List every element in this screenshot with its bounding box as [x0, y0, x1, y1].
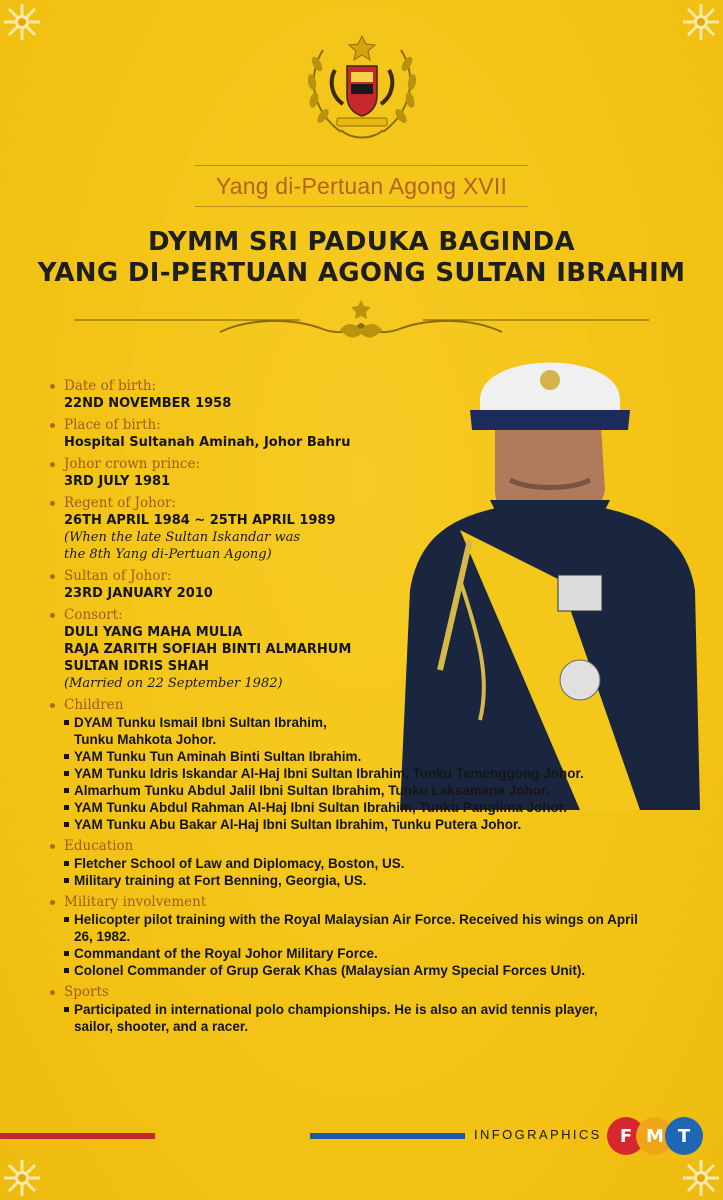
section-military [50, 894, 640, 979]
regent-label: Regent of Johor: [64, 495, 176, 511]
military-label: Military involvement [64, 894, 207, 910]
pob-value: Hospital Sultanah Aminah, Johor Bahru [64, 435, 351, 450]
child-item: YAM Tunku Tun Aminah Binti Sultan Ibrahim. [64, 748, 640, 765]
infographics-label: INFOGRAPHICS [474, 1127, 602, 1142]
corner-flower-icon [681, 2, 721, 42]
main-title-line1: DYMM SRI PADUKA BAGINDA [148, 227, 575, 257]
section-bullet [50, 990, 55, 995]
education-item: Military training at Fort Benning, Georgia, US. [64, 872, 640, 889]
section-bullet [50, 501, 55, 506]
section-bullet [50, 613, 55, 618]
sports-item: Participated in international polo championships. He is also an avid tennis player, sailor, shooter, and a racer. [64, 1001, 640, 1035]
consort-line2: RAJA ZARITH SOFIAH BINTI ALMARHUM [64, 642, 352, 657]
sultan-value: 23RD JANUARY 2010 [64, 586, 213, 601]
section-consort [50, 607, 640, 692]
consort-label: Consort: [64, 607, 123, 623]
section-bullet [50, 462, 55, 467]
corner-flower-icon [681, 1158, 721, 1198]
subtitle-frame [195, 165, 528, 207]
education-item: Fletcher School of Law and Diplomacy, Boston, US. [64, 855, 640, 872]
regent-note-line1: (When the late Sultan Iskandar was [64, 530, 301, 545]
logo-letter-t: T [665, 1117, 703, 1155]
section-bullet [50, 844, 55, 849]
children-label: Children [64, 697, 124, 713]
subtitle: Yang di-Pertuan Agong XVII [215, 172, 508, 199]
section-bullet [50, 574, 55, 579]
consort-note: (Married on 22 September 1982) [64, 676, 283, 691]
info-column [50, 378, 640, 1040]
footer-bar-blue [310, 1133, 465, 1139]
fmt-logo [607, 1117, 703, 1155]
crown-prince-value: 3RD JULY 1981 [64, 474, 171, 489]
section-regent [50, 495, 640, 563]
corner-flower-icon [2, 2, 42, 42]
ornament-divider-icon [60, 298, 663, 346]
military-item: Commandant of the Royal Johor Military Force. [64, 945, 640, 962]
sultan-label: Sultan of Johor: [64, 568, 172, 584]
military-item: Colonel Commander of Grup Gerak Khas (Malaysian Army Special Forces Unit). [64, 962, 640, 979]
section-pob [50, 417, 640, 451]
consort-line1: DULI YANG MAHA MULIA [64, 625, 243, 640]
consort-line3: SULTAN IDRIS SHAH [64, 659, 209, 674]
section-crown-prince [50, 456, 640, 490]
sports-label: Sports [64, 984, 109, 1000]
regent-note-line2: the 8th Yang di-Pertuan Agong) [64, 547, 272, 562]
section-sports [50, 984, 640, 1035]
section-bullet [50, 423, 55, 428]
section-bullet [50, 703, 55, 708]
section-education [50, 838, 640, 889]
child-item-continuation: Tunku Mahkota Johor. [74, 732, 217, 747]
royal-crest-icon [301, 30, 423, 148]
section-bullet [50, 900, 55, 905]
child-item: Almarhum Tunku Abdul Jalil Ibni Sultan Ibrahim, Tunku Laksamana Johor. [64, 782, 640, 799]
military-item: Helicopter pilot training with the Royal Malaysian Air Force. Received his wings on April 26, 1982. [64, 911, 640, 945]
child-item: DYAM Tunku Ismail Ibni Sultan Ibrahim, Tunku Mahkota Johor. [64, 714, 640, 748]
dob-label: Date of birth: [64, 378, 157, 394]
section-children [50, 697, 640, 833]
main-title-line2: YANG DI-PERTUAN AGONG SULTAN IBRAHIM [37, 258, 686, 288]
corner-flower-icon [2, 1158, 42, 1198]
section-sultan [50, 568, 640, 602]
child-item: YAM Tunku Idris Iskandar Al-Haj Ibni Sultan Ibrahim, Tunku Temenggong Johor. [64, 765, 640, 782]
child-item: YAM Tunku Abdul Rahman Al-Haj Ibni Sultan Ibrahim, Tunku Panglima Johor. [64, 799, 640, 816]
footer-bar-red [0, 1133, 155, 1139]
regent-value: 26TH APRIL 1984 ~ 25TH APRIL 1989 [64, 513, 336, 528]
section-dob [50, 378, 640, 412]
section-bullet [50, 384, 55, 389]
dob-value: 22ND NOVEMBER 1958 [64, 396, 232, 411]
crown-prince-label: Johor crown prince: [64, 456, 200, 472]
education-label: Education [64, 838, 134, 854]
logo-letter-m: M [636, 1117, 674, 1155]
pob-label: Place of birth: [64, 417, 161, 433]
child-item: YAM Tunku Abu Bakar Al-Haj Ibni Sultan Ibrahim, Tunku Putera Johor. [64, 816, 640, 833]
logo-letter-f: F [607, 1117, 645, 1155]
